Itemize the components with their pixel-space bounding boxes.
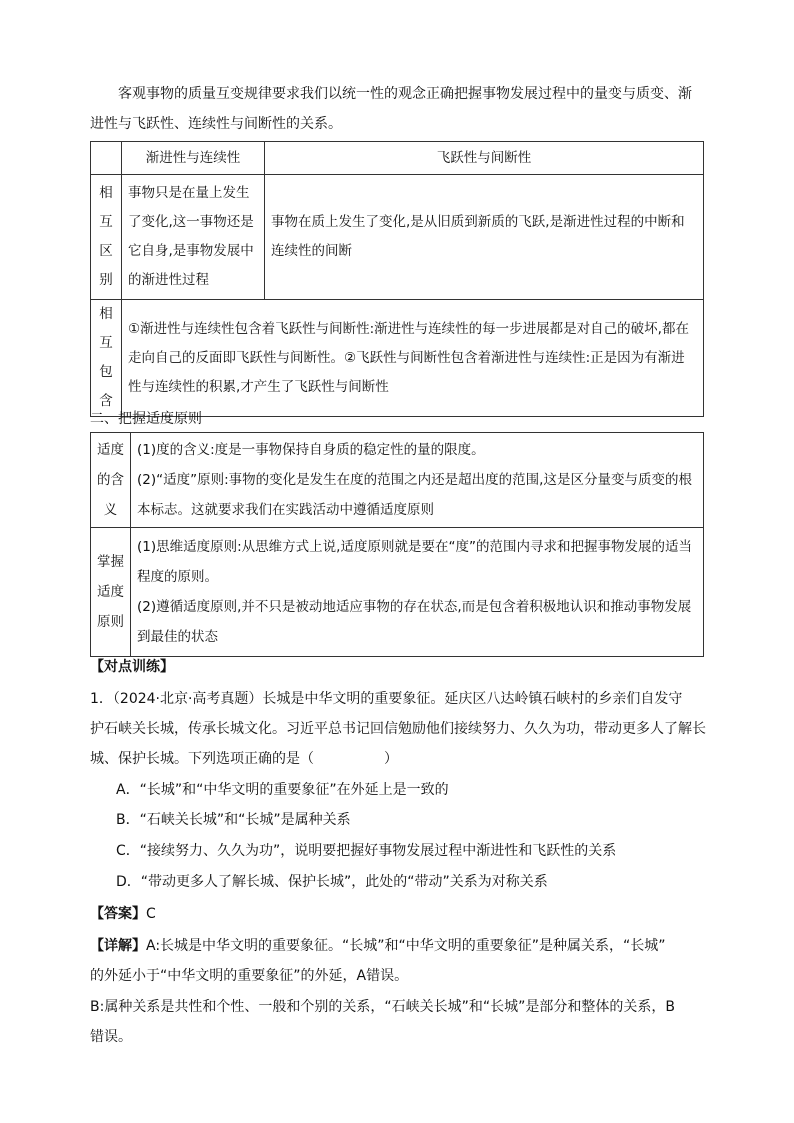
question-line-2: 护石峡关长城，传承长城文化。习近平总书记回信勉励他们接续努力、久久为功，带动更多人了解长 xyxy=(90,721,706,737)
cell-leap-difference: 事物在质上发生了变化,是从旧质到新质的飞跃,是渐进性过程的中断和连续性的间断 xyxy=(265,175,704,300)
row-label-difference: 相互区别 xyxy=(91,175,122,300)
cell-inclusion: ①渐进性与连续性包含着飞跃性与间断性:渐进性与连续性的每一步进展都是对自己的破坏,都在走向自己的反面即飞跃性与间断性。②飞跃性与间断性包含着渐进性与连续性:正是因为有渐进性与连续性的积累,才产生了飞跃性与间断性 xyxy=(122,300,704,417)
meaning-point-1: (1)度的含义:度是一事物保持自身质的稳定性的量的限度。 xyxy=(137,442,485,458)
table-row xyxy=(91,528,704,657)
row-label-inclusion: 相互包含 xyxy=(91,300,122,417)
practice-heading: 【对点训练】 xyxy=(90,659,174,675)
answer-line xyxy=(90,903,156,923)
option-d: D．“带动更多人了解长城、保护长城”，此处的“带动”关系为对称关系 xyxy=(116,874,548,890)
mastery-point-2: (2)遵循适度原则,并不只是被动地适应事物的存在状态,而是包含着积极地认识和推动事物发展到最佳的状态 xyxy=(137,599,692,645)
answer-value: C xyxy=(146,906,156,922)
table-row xyxy=(91,433,704,528)
table-row xyxy=(91,175,704,300)
row-label-mastery: 掌握适度原则 xyxy=(91,528,131,657)
meaning-point-2: (2)“适度”原则:事物的变化是发生在度的范围之内还是超出度的范围,这是区分量变与质变的根本标志。这就要求我们在实践活动中遵循适度原则 xyxy=(137,472,692,518)
header-gradual: 渐进性与连续性 xyxy=(122,142,265,175)
option-b: B．“石峡关长城”和“长城”是属种关系 xyxy=(116,812,351,828)
comparison-table xyxy=(90,141,704,417)
detail-line-2: 的外延小于“中华文明的重要象征”的外延，A错误。 xyxy=(90,968,409,984)
empty-header-cell xyxy=(91,142,122,175)
cell-mastery xyxy=(131,528,704,657)
question-line-1: 1．（2024·北京·高考真题）长城是中华文明的重要象征。延庆区八达岭镇石峡村的乡亲们自发守 xyxy=(90,691,683,707)
mastery-point-1: (1)思维适度原则:从思维方式上说,适度原则就是要在“度”的范围内寻求和把握事物发展的适当程度的原则。 xyxy=(137,539,692,585)
cell-gradual-difference: 事物只是在量上发生了变化,这一事物还是它自身,是事物发展中的渐进性过程 xyxy=(122,175,265,300)
table-row xyxy=(91,300,704,417)
row-label-meaning: 适度的含义 xyxy=(91,433,131,528)
header-leap: 飞跃性与间断性 xyxy=(265,142,704,175)
section-title: 二、把握适度原则 xyxy=(90,411,202,427)
answer-label: 【答案】 xyxy=(90,906,146,922)
detail-line-3: B:属种关系是共性和个性、一般和个别的关系，“石峡关长城”和“长城”是部分和整体的关系，B xyxy=(90,999,675,1015)
detail-line-1: 【详解】A:长城是中华文明的重要象征。“长城”和“中华文明的重要象征”是种属关系，“长城” xyxy=(90,938,666,954)
question-line-3: 城、保护长城。下列选项正确的是（ ） xyxy=(90,751,398,767)
option-c: C．“接续努力、久久为功”，说明要把握好事物发展过程中渐进性和飞跃性的关系 xyxy=(116,843,617,859)
cell-meaning xyxy=(131,433,704,528)
intro-paragraph: 客观事物的质量互变规律要求我们以统一性的观念正确把握事物发展过程中的量变与质变、渐进性与飞跃性、连续性与间断性的关系。 xyxy=(90,86,692,132)
detail-label: 【详解】 xyxy=(90,938,146,954)
table-header-row xyxy=(91,142,704,175)
detail-line-4: 错误。 xyxy=(90,1029,132,1045)
option-a: A．“长城”和“中华文明的重要象征”在外延上是一致的 xyxy=(116,782,449,798)
moderation-table xyxy=(90,432,704,657)
